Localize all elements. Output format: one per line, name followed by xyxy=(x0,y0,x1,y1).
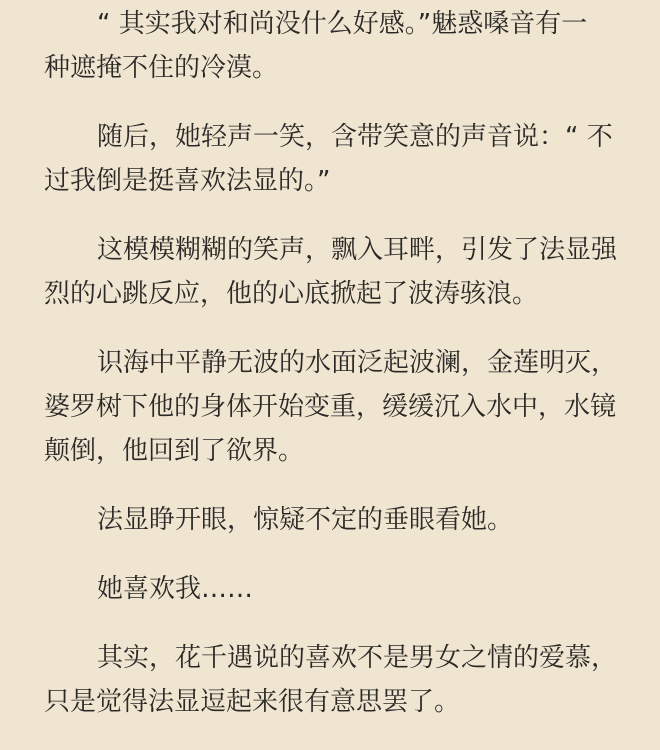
paragraph xyxy=(44,567,624,611)
text-line: 烈的心跳反应，他的心底掀起了波涛骇浪。 xyxy=(44,279,539,309)
text-line: 她喜欢我…… xyxy=(97,574,254,604)
paragraph xyxy=(44,498,624,542)
paragraph xyxy=(44,228,624,316)
text-line: 婆罗树下他的身体开始变重，缓缓沉入水中，水镜 xyxy=(44,392,617,422)
text-line: 识海中平静无波的水面泛起波澜，金莲明灭， xyxy=(97,348,618,378)
text-line: 只是觉得法显逗起来很有意思罢了。 xyxy=(44,687,461,717)
text-line: 法显睁开眼，惊疑不定的垂眼看她。 xyxy=(97,505,514,535)
paragraph xyxy=(44,115,624,203)
text-line: 其实，花千遇说的喜欢不是男女之情的爱慕， xyxy=(97,643,618,673)
paragraph xyxy=(44,341,624,473)
text-line: 这模模糊糊的笑声，飘入耳畔，引发了法显强 xyxy=(97,235,618,265)
text-line: 颠倒，他回到了欲界。 xyxy=(44,436,305,466)
text-line: 过我倒是挺喜欢法显的。” xyxy=(44,166,331,196)
text-line: 种遮掩不住的冷漠。 xyxy=(44,53,279,83)
text-line: 随后，她轻声一笑，含带笑意的声音说：“ 不 xyxy=(97,122,613,152)
text-line: “ 其实我对和尚没什么好感。”魅惑嗓音有一 xyxy=(97,9,588,39)
paragraph xyxy=(44,636,624,724)
paragraph xyxy=(44,2,624,90)
